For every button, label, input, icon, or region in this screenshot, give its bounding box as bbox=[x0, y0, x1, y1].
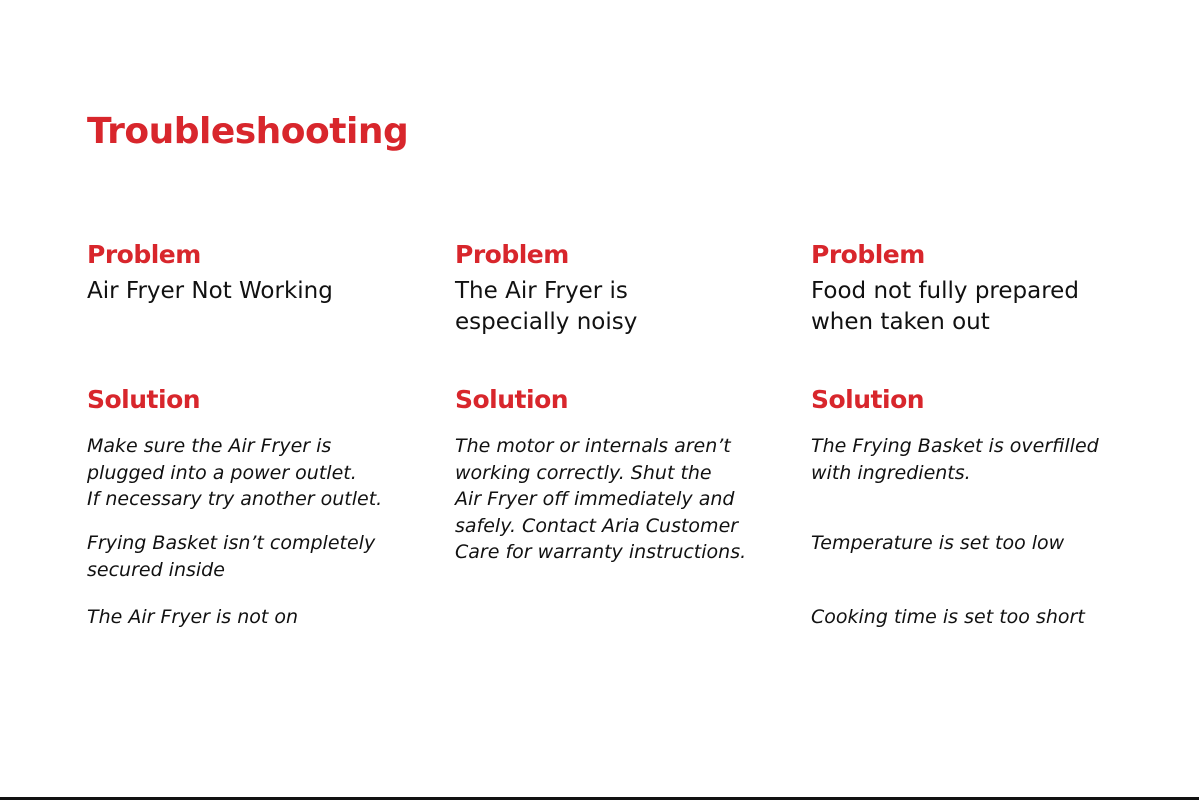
problem-text: Food not fully prepared when taken out bbox=[811, 278, 1079, 335]
problem-heading: Problem bbox=[455, 240, 569, 269]
solution-heading: Solution bbox=[455, 385, 569, 414]
problem-text: The Air Fryer is especially noisy bbox=[455, 278, 638, 335]
page-title: Troubleshooting bbox=[87, 111, 409, 152]
solution-item: Make sure the Air Fryer is plugged into a power outlet. If necessary try another outlet. bbox=[87, 435, 383, 510]
troubleshooting-column-1 bbox=[87, 238, 427, 628]
solution-item: Cooking time is set too short bbox=[811, 606, 1085, 628]
solution-item: The motor or internals aren’t working correctly. Shut the Air Fryer off immediately and safely. Contact Aria Customer Care for warranty instructions. bbox=[455, 435, 747, 563]
problem-text: Air Fryer Not Working bbox=[87, 278, 333, 304]
troubleshooting-column-2 bbox=[455, 238, 795, 563]
troubleshooting-column-3 bbox=[811, 238, 1171, 628]
solution-item: Frying Basket isn’t completely secured inside bbox=[87, 532, 376, 581]
solution-item: The Air Fryer is not on bbox=[87, 606, 299, 628]
solution-heading: Solution bbox=[811, 385, 925, 414]
solution-item: Temperature is set too low bbox=[811, 532, 1065, 554]
problem-heading: Problem bbox=[811, 240, 925, 269]
solution-item: The Frying Basket is overfilled with ingredients. bbox=[811, 435, 1099, 484]
problem-heading: Problem bbox=[87, 240, 201, 269]
solution-heading: Solution bbox=[87, 385, 201, 414]
